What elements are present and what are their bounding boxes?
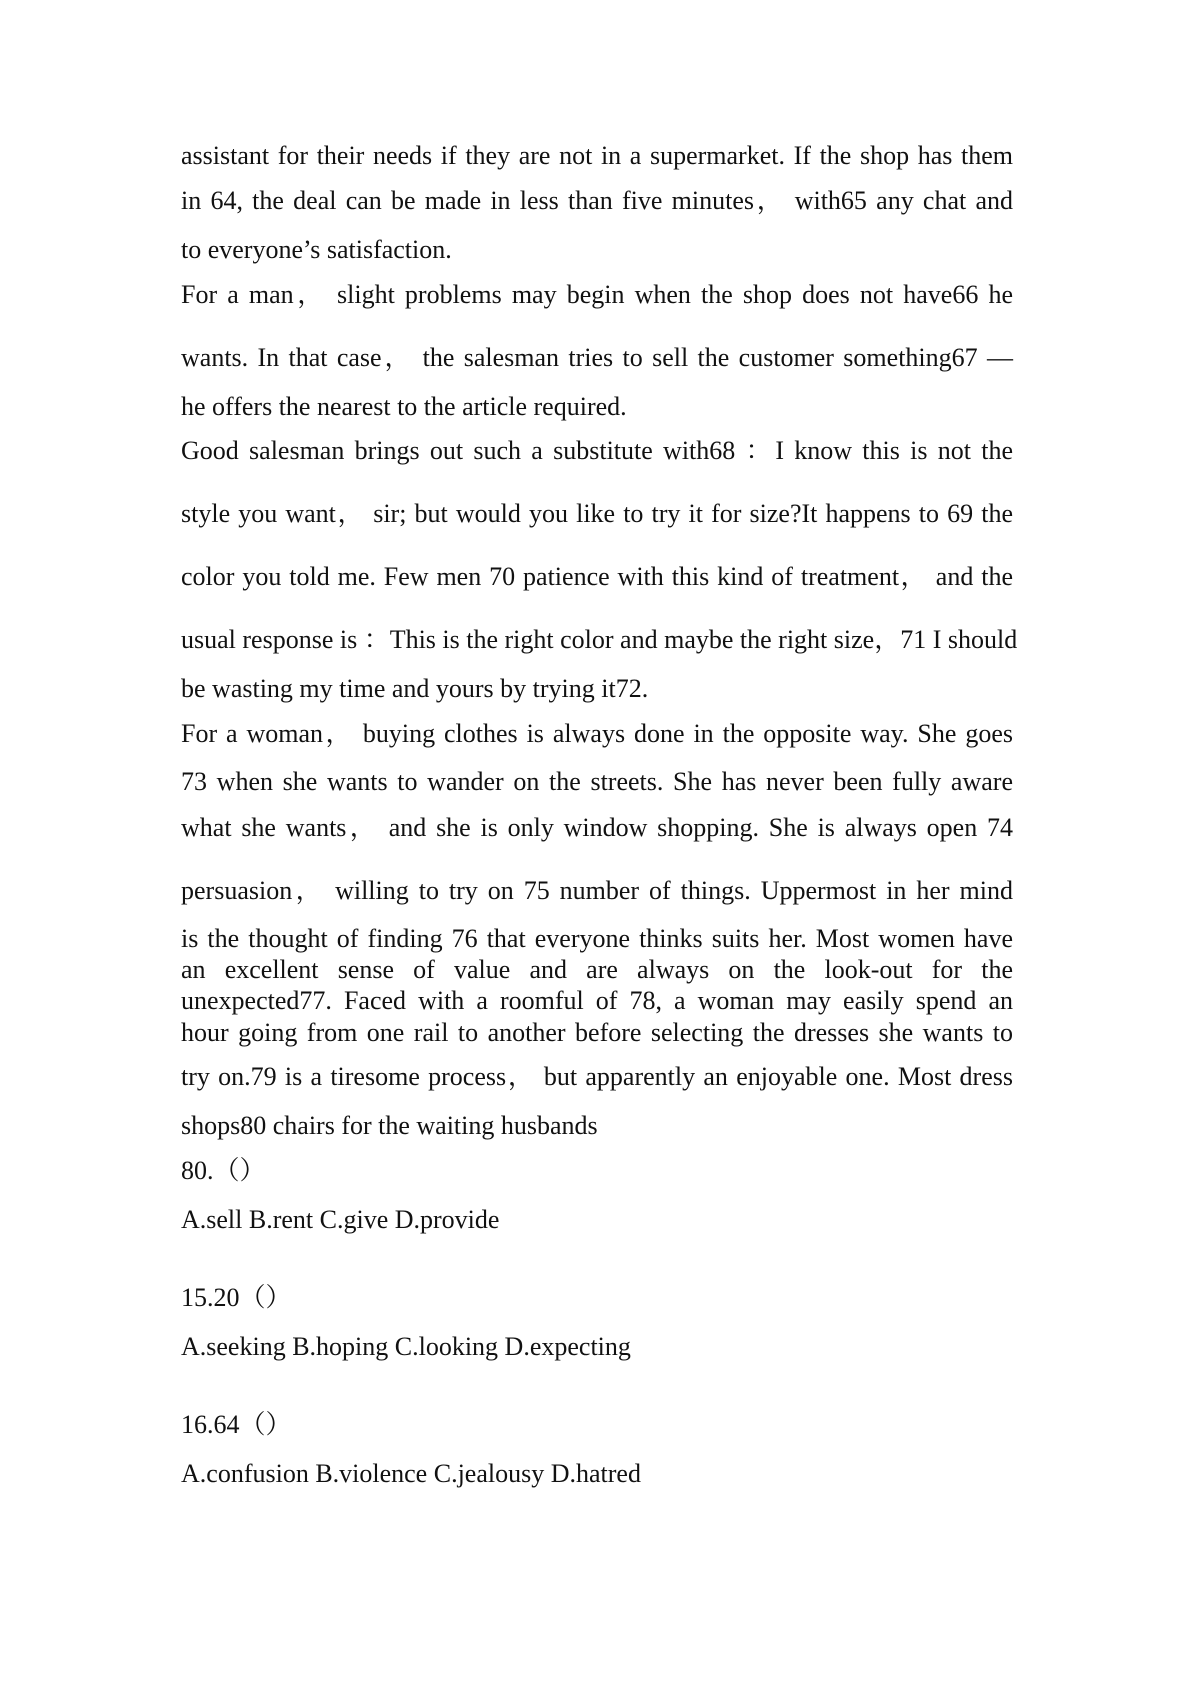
passage-line: style you want， sir; but would you like to try it for size?It happens to 69 the [181,499,1013,528]
passage-line: For a woman， buying clothes is always done in the opposite way. She goes [181,719,1013,748]
passage-line: persuasion， willing to try on 75 number of things. Uppermost in her mind [181,876,1013,905]
passage-line: usual response is ：This is the right color and maybe the right size，71 I should [181,625,1018,654]
passage-line: unexpected77. Faced with a roomful of 78, a woman may easily spend an [181,986,1013,1015]
passage-line: assistant for their needs if they are not in a supermarket. If the shop has them [181,141,1013,170]
question-options: A.confusion B.violence C.jealousy D.hatred [181,1459,641,1488]
passage-line: hour going from one rail to another before selecting the dresses she wants to [181,1018,1013,1047]
passage-line: to everyone’s satisfaction. [181,235,452,264]
passage-line: Good salesman brings out such a substitute with68 ：I know this is not the [181,436,1013,465]
passage-line: in 64, the deal can be made in less than five minutes， with65 any chat and [181,186,1013,215]
question-options: A.sell B.rent C.give D.provide [181,1205,500,1234]
passage-line: he offers the nearest to the article required. [181,392,627,421]
question-options: A.seeking B.hoping C.looking D.expecting [181,1332,631,1361]
passage-line: shops80 chairs for the waiting husbands [181,1111,598,1140]
passage-line: 73 when she wants to wander on the streets. She has never been fully aware [181,767,1013,796]
passage-line: wants. In that case， the salesman tries to sell the customer something67 — [181,343,1013,372]
passage-line: is the thought of finding 76 that everyone thinks suits her. Most women have [181,924,1013,953]
passage-line: try on.79 is a tiresome process， but apparently an enjoyable one. Most dress [181,1062,1013,1091]
passage-line: color you told me. Few men 70 patience with this kind of treatment， and the [181,562,1013,591]
question-number: 80.（） [181,1156,266,1185]
passage-line: For a man， slight problems may begin when the shop does not have66 he [181,280,1013,309]
passage-line: what she wants， and she is only window shopping. She is always open 74 [181,813,1013,842]
passage-line: be wasting my time and yours by trying it72. [181,674,649,703]
question-number: 15.20（） [181,1283,292,1312]
question-number: 16.64（） [181,1410,292,1439]
passage-line: an excellent sense of value and are always on the look-out for the [181,955,1013,984]
